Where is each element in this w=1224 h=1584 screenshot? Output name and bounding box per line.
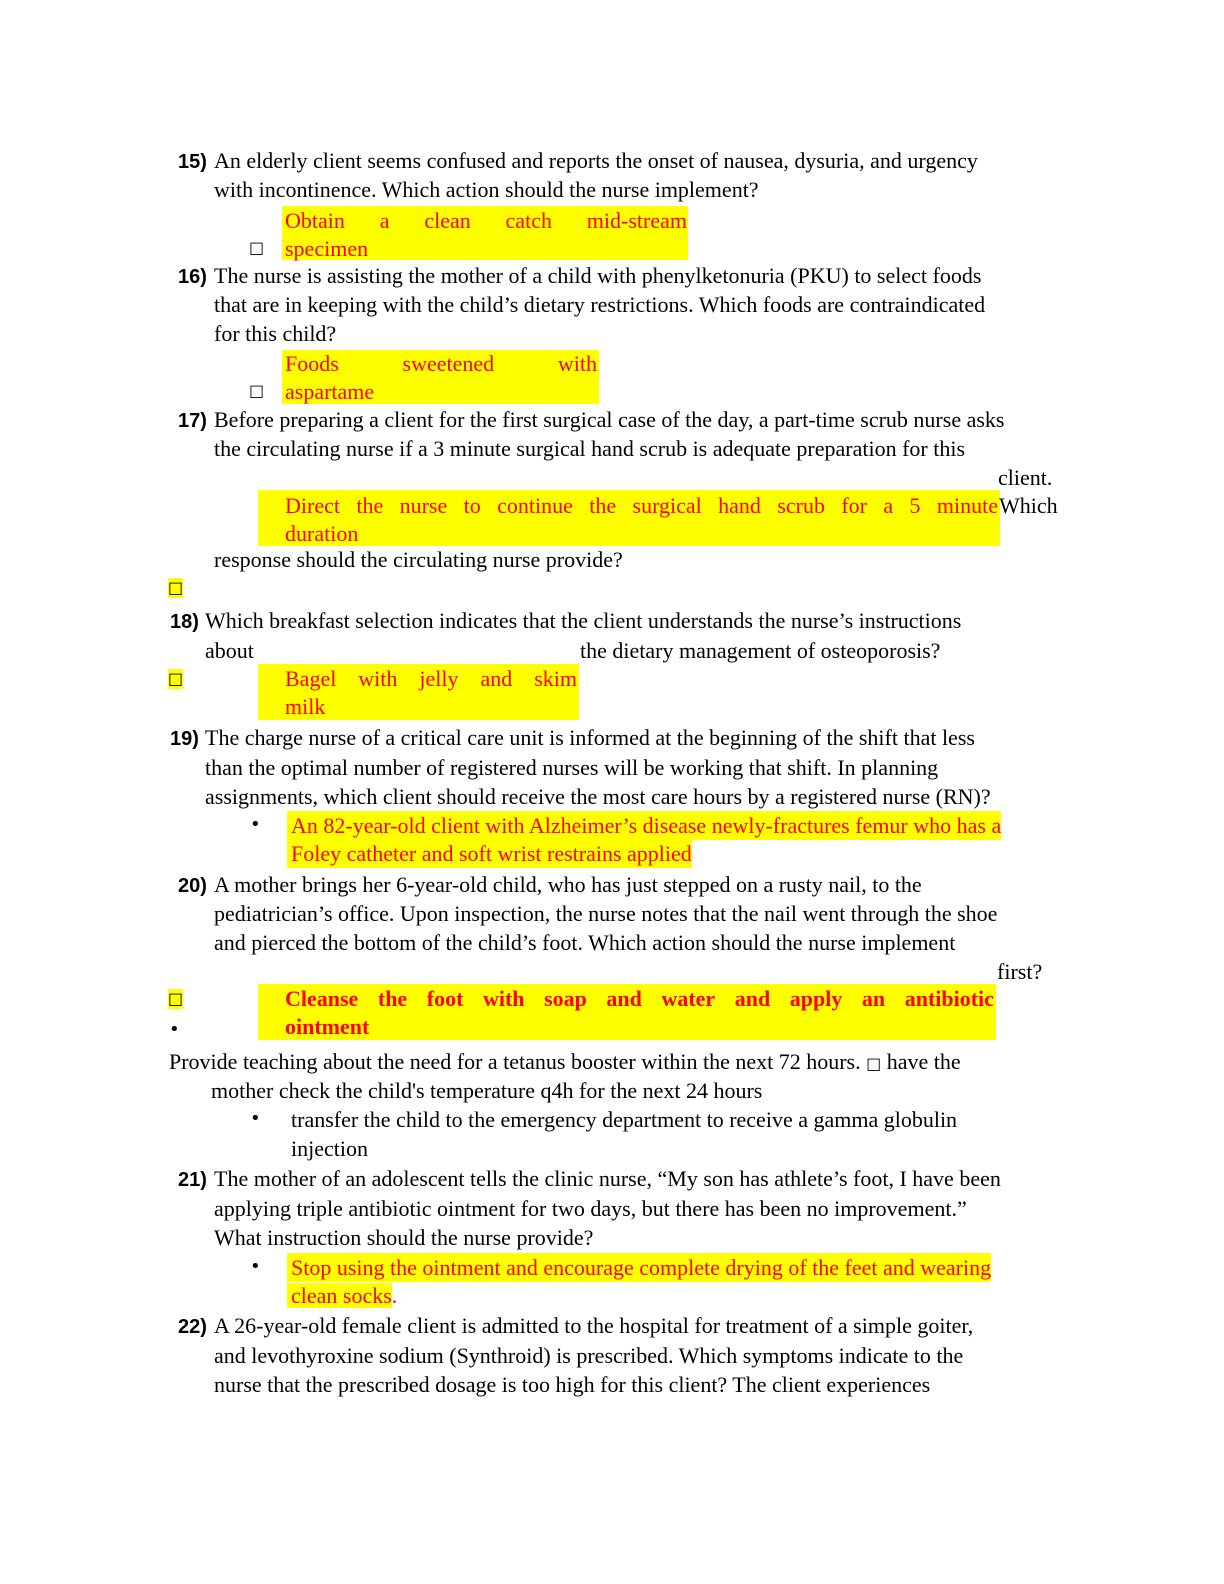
answer-word: clean: [424, 208, 471, 233]
answer-word: skim: [534, 666, 577, 691]
answer-word: jelly: [419, 666, 459, 691]
answer-word: the: [589, 493, 617, 518]
checkbox-glyph-icon: □: [168, 669, 184, 688]
question-18-line-2-left: about: [205, 638, 254, 663]
answer-word: soap: [544, 986, 587, 1011]
answer-15-line-1: [285, 206, 687, 235]
answer-word: with: [358, 666, 398, 691]
answer-19-line-1: An 82-year-old client with Alzheimer’s disease newly-fractures femur who has a: [287, 811, 1001, 840]
question-22-line-3: nurse that the prescribed dosage is too high for this client? The client experiences: [214, 1372, 931, 1397]
answer-word: mid-stream: [586, 208, 687, 233]
question-number-20: 20): [178, 875, 207, 897]
answer-word: Bagel: [285, 666, 337, 691]
answer-word: Obtain: [285, 208, 345, 233]
answer-word: an: [861, 986, 886, 1011]
answer-20-line-2: ointment: [285, 1014, 370, 1039]
answer-21-line-2: clean socks: [287, 1283, 392, 1308]
checkbox-glyph-icon: □: [168, 578, 184, 597]
question-17-side-word: Which: [999, 493, 1058, 518]
bullet-icon: •: [250, 1256, 261, 1277]
question-20-line-1: A mother brings her 6-year-old child, who has just stepped on a rusty nail, to the: [214, 872, 922, 897]
question-16-line-1: The nurse is assisting the mother of a child with phenylketonuria (PKU) to select foods: [214, 263, 982, 288]
answer-word: and: [734, 986, 771, 1011]
option-20-c-line-2: injection: [291, 1136, 368, 1161]
answer-word: the: [377, 986, 408, 1011]
bullet-icon: •: [250, 1108, 261, 1129]
question-number-19: 19): [170, 728, 199, 750]
answer-word: sweetened: [402, 351, 495, 376]
question-20-line-2: pediatrician’s office. Upon inspection, the nurse notes that the nail went through the shoe: [214, 901, 998, 926]
question-21-line-1: The mother of an adolescent tells the clinic nurse, “My son has athlete’s foot, I have been: [214, 1166, 1001, 1191]
answer-18-line-1: [285, 664, 577, 693]
answer-20-line-1: [285, 984, 994, 1013]
answer-word: catch: [505, 208, 552, 233]
question-number-21: 21): [178, 1169, 207, 1191]
question-22-line-2: and levothyroxine sodium (Synthroid) is prescribed. Which symptoms indicate to the: [214, 1343, 964, 1368]
question-15-line-1: An elderly client seems confused and reports the onset of nausea, dysuria, and urgency: [214, 148, 978, 173]
answer-word: water: [661, 986, 716, 1011]
question-number-15: 15): [178, 151, 207, 173]
answer-21-line-1: Stop using the ointment and encourage complete drying of the feet and wearing: [287, 1253, 991, 1282]
option-20-c-line-1: transfer the child to the emergency department to receive a gamma globulin: [291, 1107, 958, 1132]
answer-word: a: [883, 493, 894, 518]
question-18-line-2-right: the dietary management of osteoporosis?: [580, 638, 941, 663]
answer-word: with: [557, 351, 597, 376]
bullet-icon: •: [250, 814, 261, 835]
option-20-b-line-2: mother check the child's temperature q4h for the next 24 hours: [211, 1078, 763, 1103]
checkbox-glyph-icon: □: [168, 989, 184, 1008]
question-number-16: 16): [178, 266, 207, 288]
answer-word: with: [482, 986, 525, 1011]
question-22-line-1: A 26-year-old female client is admitted to the hospital for treatment of a simple goiter,: [214, 1313, 974, 1338]
answer-19-line-2: Foley catheter and soft wrist restrains applied: [287, 839, 692, 868]
question-number-17: 17): [178, 410, 207, 432]
question-number-22: 22): [178, 1316, 207, 1338]
question-16-line-3: for this child?: [214, 321, 337, 346]
answer-word: the: [356, 493, 384, 518]
answer-word: 5: [909, 493, 921, 518]
checkbox-glyph-icon: □: [866, 1054, 882, 1073]
question-19-line-3: assignments, which client should receive the most care hours by a registered nurse (RN)?: [205, 784, 991, 809]
option-20-a: [169, 1047, 961, 1076]
answer-word: surgical: [632, 493, 702, 518]
answer-18-line-2: milk: [285, 694, 326, 719]
answer-word: Foods: [285, 351, 339, 376]
answer-17-line-2: duration: [285, 521, 359, 546]
option-20-b-text: have the: [886, 1049, 961, 1074]
answer-word: a: [379, 208, 390, 233]
answer-16-line-1: [285, 349, 597, 378]
answer-word: hand: [718, 493, 761, 518]
answer-word: apply: [789, 986, 843, 1011]
answer-word: and: [606, 986, 642, 1011]
checkbox-glyph-icon: □: [249, 238, 265, 257]
answer-word: to: [463, 493, 481, 518]
answer-15-line-2: specimen: [285, 236, 369, 261]
question-20-line-3: and pierced the bottom of the child’s foot. Which action should the nurse implement: [214, 930, 956, 955]
answer-word: continue: [497, 493, 573, 518]
answer-word: for: [841, 493, 867, 518]
answer-17-line-1: [285, 491, 998, 520]
question-17-line-2: the circulating nurse if a 3 minute surgical hand scrub is adequate preparation for this: [214, 436, 966, 461]
checkbox-glyph-icon: □: [249, 381, 265, 400]
answer-word: antibiotic: [904, 986, 994, 1011]
question-21-line-3: What instruction should the nurse provide?: [214, 1225, 594, 1250]
question-21-line-2: applying triple antibiotic ointment for two days, but there has been no improvement.”: [214, 1196, 967, 1221]
answer-16-line-2: aspartame: [285, 379, 375, 404]
question-16-line-2: that are in keeping with the child’s dietary restrictions. Which foods are contraindicated: [214, 292, 986, 317]
answer-word: minute: [936, 493, 998, 518]
question-17-line-3-tail: client.: [998, 465, 1053, 490]
answer-word: Cleanse: [285, 986, 359, 1011]
question-number-18: 18): [170, 611, 199, 633]
question-17-line-1: Before preparing a client for the first surgical case of the day, a part-time scrub nurse asks: [214, 407, 1005, 432]
answer-21-line-2-wrap: [287, 1281, 397, 1310]
answer-word: foot: [426, 986, 464, 1011]
bullet-icon: •: [169, 1019, 180, 1040]
question-19-line-1: The charge nurse of a critical care unit is informed at the beginning of the shift that less: [205, 725, 975, 750]
question-19-line-2: than the optimal number of registered nurses will be working that shift. In planning: [205, 755, 939, 780]
question-20-line-4-tail: first?: [997, 959, 1043, 984]
question-17-line-after: response should the circulating nurse provide?: [214, 547, 623, 572]
answer-word: Direct: [285, 493, 340, 518]
answer-word: scrub: [777, 493, 825, 518]
option-20-a-text: Provide teaching about the need for a tetanus booster within the next 72 hours.: [169, 1049, 861, 1074]
answer-word: nurse: [399, 493, 448, 518]
answer-21-tail: .: [391, 1283, 398, 1308]
question-15-line-2: with incontinence. Which action should the nurse implement?: [214, 177, 759, 202]
question-18-line-1: Which breakfast selection indicates that the client understands the nurse’s instructions: [205, 608, 962, 633]
answer-word: and: [480, 666, 513, 691]
